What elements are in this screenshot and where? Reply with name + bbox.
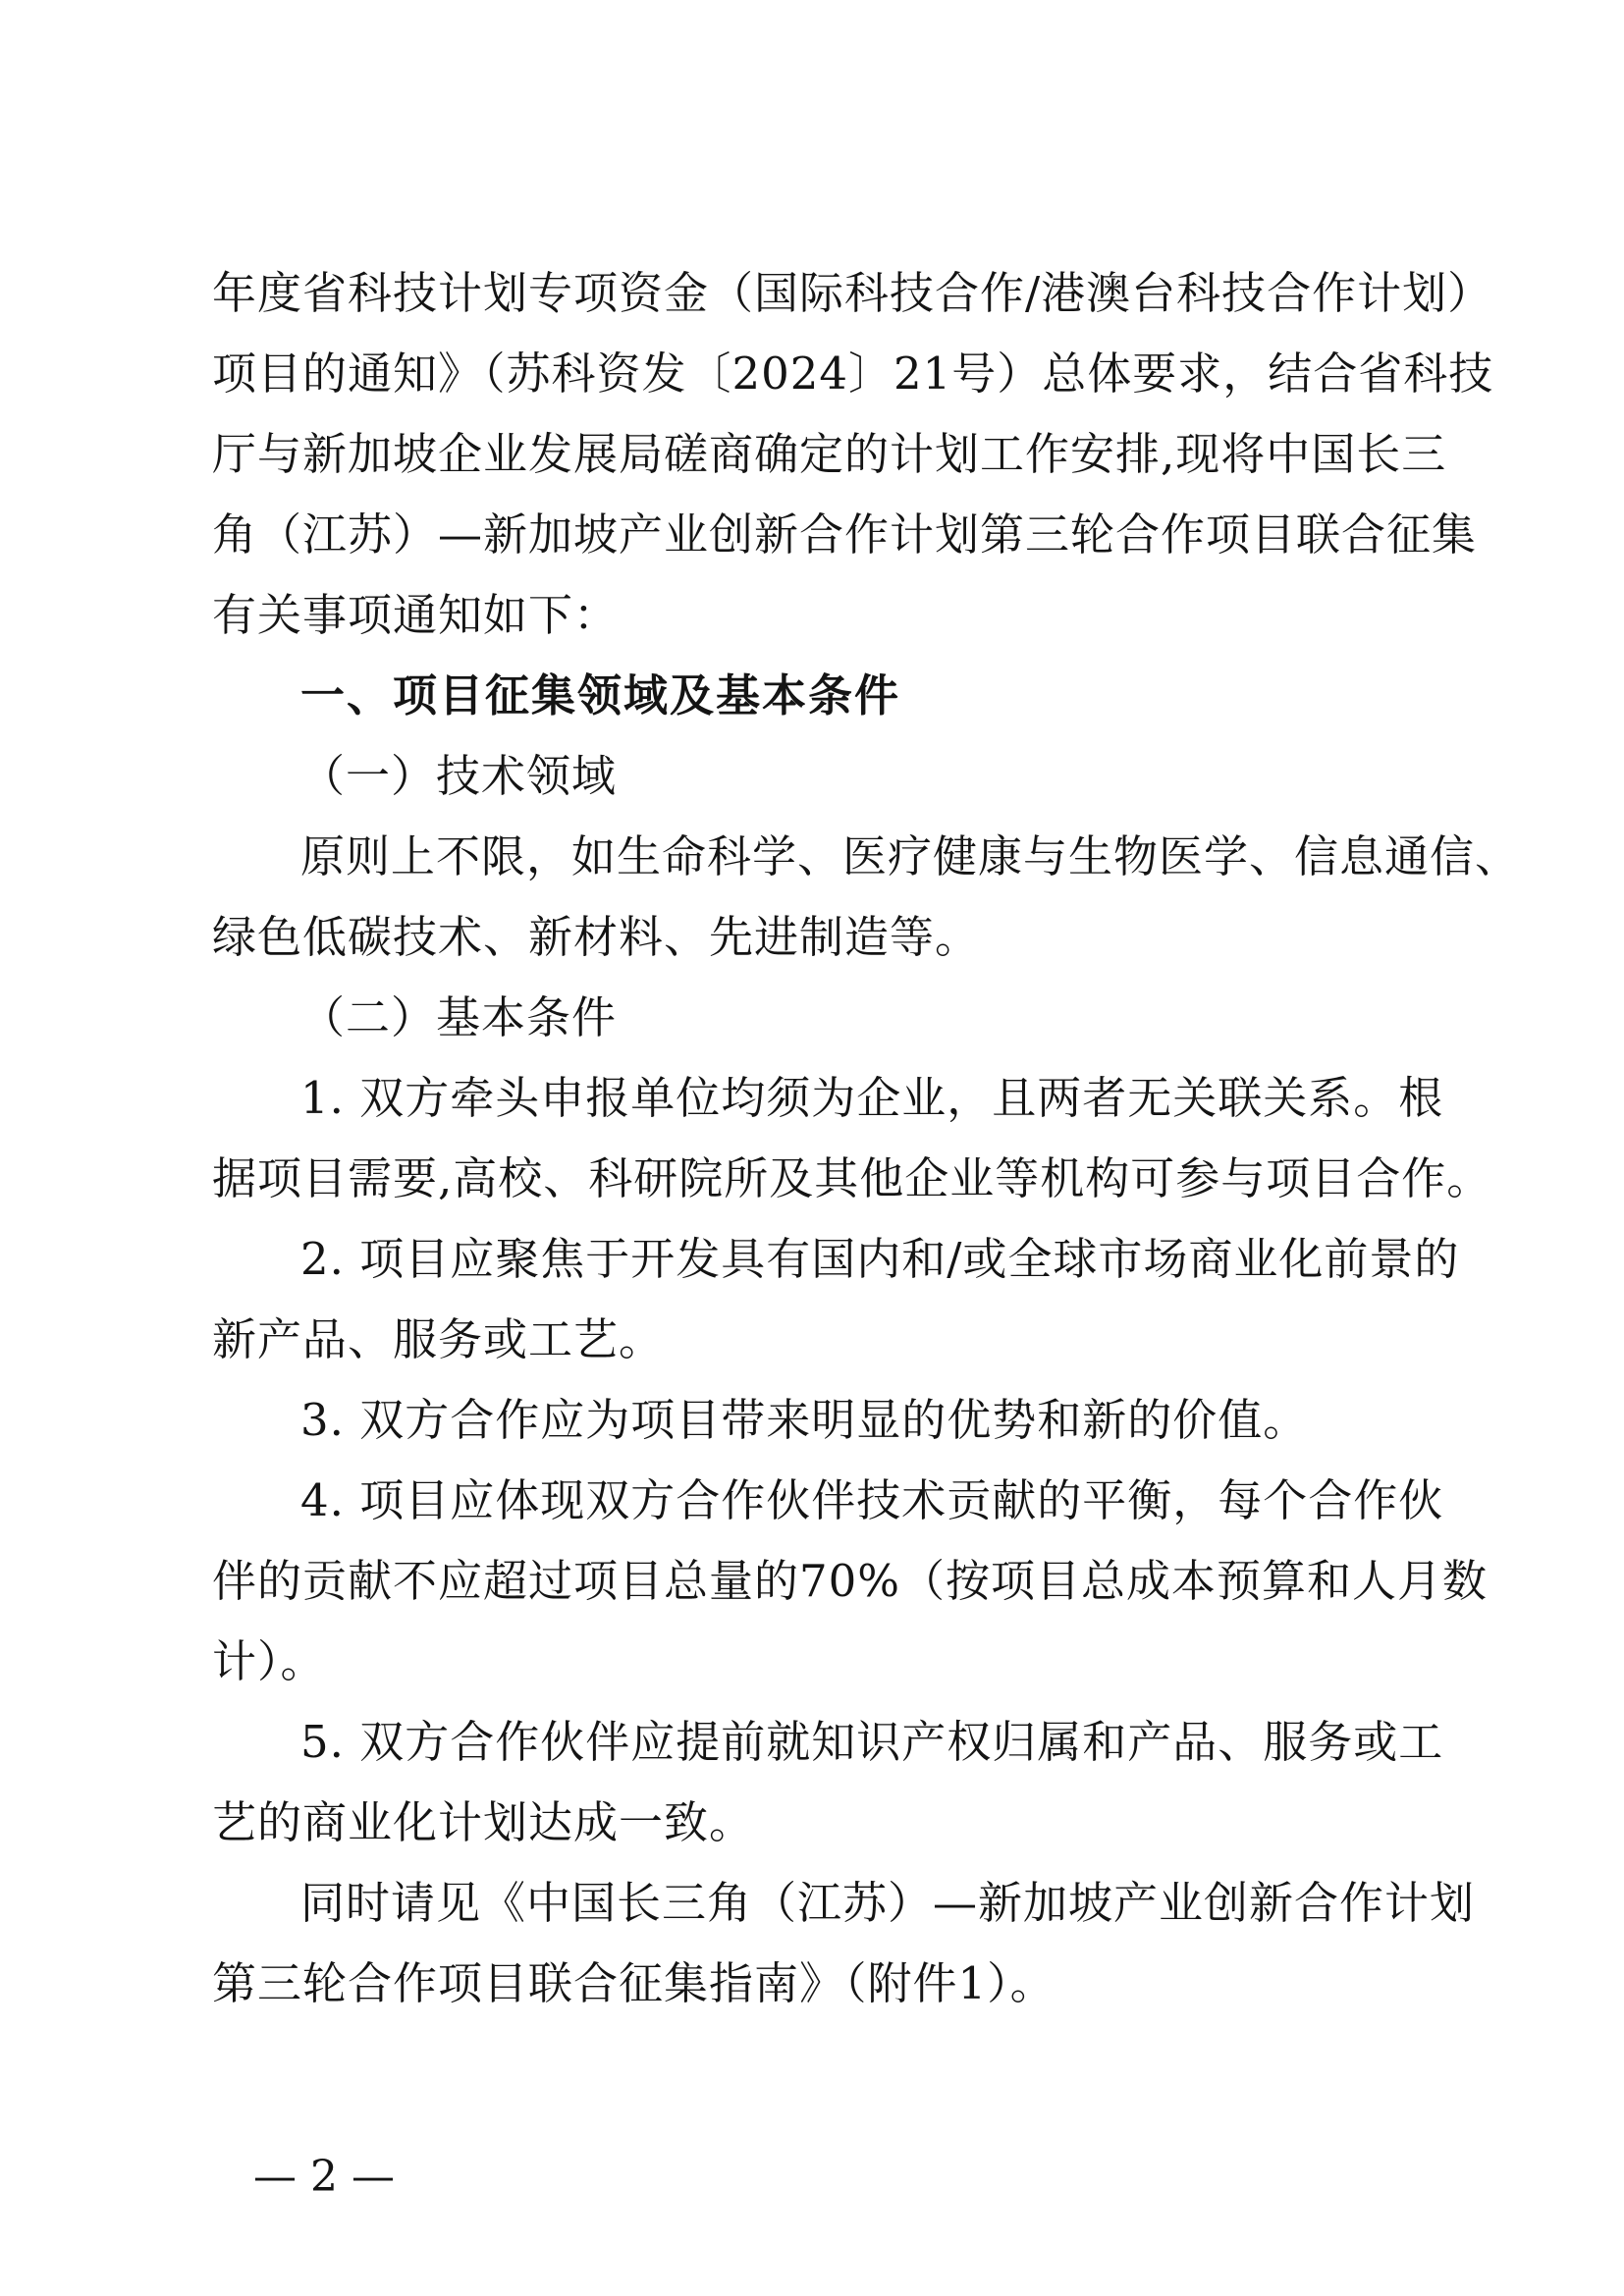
text-line: 有关事项通知如下：	[212, 589, 620, 641]
text-line: 年度省科技计划专项资金（国际科技合作/港澳台科技合作计划）	[212, 267, 1493, 319]
condition-item-5	[212, 1702, 1444, 1863]
condition-item-3	[212, 1380, 1424, 1461]
text-line: 项目的通知》（苏科资发〔2024〕21号）总体要求，结合省科技	[212, 347, 1494, 400]
text-line: 4. 项目应体现双方合作伙伴技术贡献的平衡，每个合作伙	[300, 1474, 1444, 1526]
text-line: 3. 双方合作应为项目带来明显的优势和新的价值。	[300, 1394, 1309, 1446]
intro-paragraph	[212, 253, 1494, 656]
document-body	[212, 253, 1521, 2024]
text-line: 5. 双方合作伙伴应提前就知识产权归属和产品、服务或工	[300, 1716, 1444, 1768]
text-line: 厅与新加坡企业发展局磋商确定的计划工作安排,现将中国长三	[212, 428, 1447, 480]
text-line: 角（江苏）—新加坡产业创新合作计划第三轮合作项目联合征集	[212, 508, 1478, 561]
text-line: 1. 双方牵头申报单位均须为企业，且两者无关联关系。根	[300, 1072, 1444, 1124]
subsection-heading-tech-fields: （一）技术领域	[300, 750, 618, 802]
condition-item-4	[212, 1461, 1489, 1702]
text-line: 计）。	[212, 1635, 326, 1687]
text-line: 新产品、服务或工艺。	[212, 1313, 665, 1365]
tech-fields-paragraph	[212, 817, 1521, 978]
text-line: 艺的商业化计划达成一致。	[212, 1796, 755, 1848]
text-line: 原则上不限，如生命科学、医疗健康与生物医学、信息通信、	[300, 830, 1521, 882]
page-number: — 2 —	[253, 2152, 395, 2202]
text-line: 第三轮合作项目联合征集指南》（附件1）。	[212, 1957, 1056, 2009]
condition-item-1	[212, 1058, 1492, 1219]
text-line: 绿色低碳技术、新材料、先进制造等。	[212, 911, 981, 963]
section-heading: 一、项目征集领域及基本条件	[300, 669, 901, 721]
text-line: 同时请见《中国长三角（江苏）—新加坡产业创新合作计划	[300, 1877, 1476, 1929]
see-also-paragraph	[212, 1863, 1476, 2024]
condition-item-2	[212, 1219, 1460, 1380]
text-line: 据项目需要,高校、科研院所及其他企业等机构可参与项目合作。	[212, 1152, 1492, 1204]
subsection-heading-basic-conditions: （二）基本条件	[300, 991, 618, 1043]
text-line: 伴的贡献不应超过项目总量的70%（按项目总成本预算和人月数	[212, 1555, 1489, 1607]
text-line: 2. 项目应聚焦于开发具有国内和/或全球市场商业化前景的	[300, 1233, 1460, 1285]
